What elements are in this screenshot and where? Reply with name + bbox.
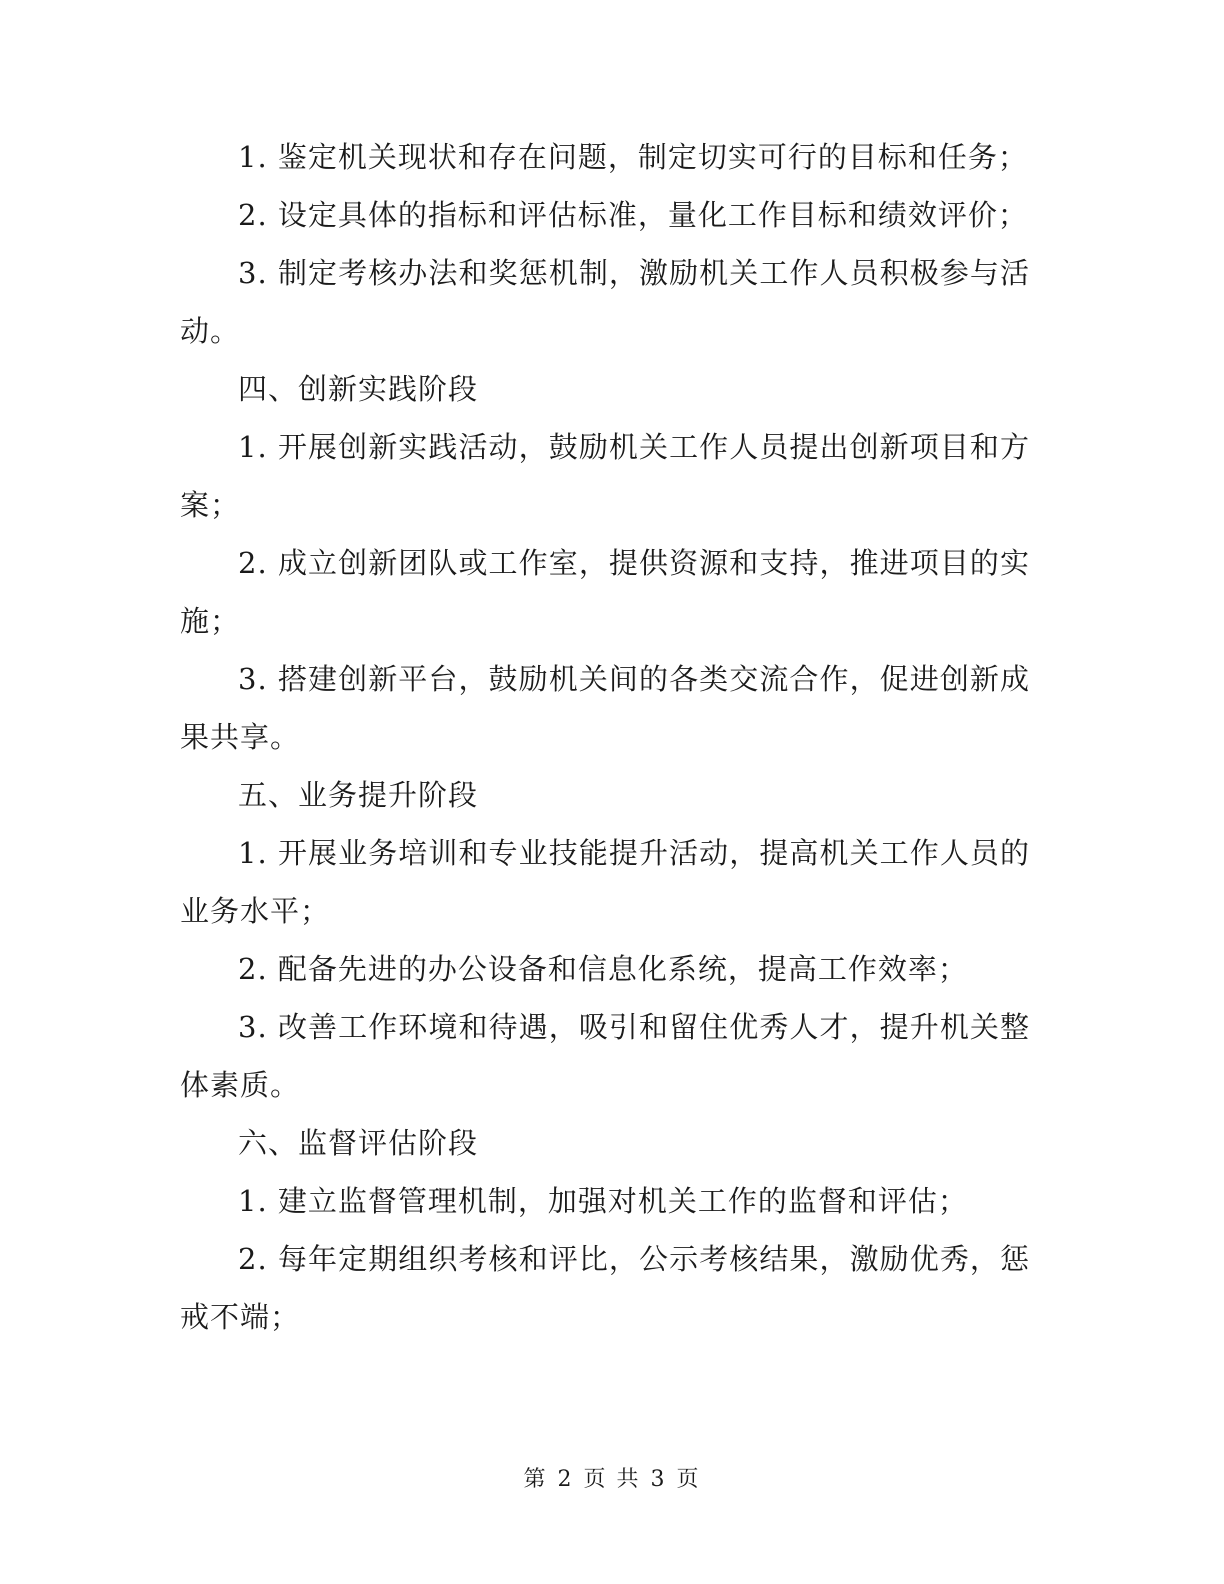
- list-item-6-1: 1. 建立监督管理机制，加强对机关工作的监督和评估；: [238, 1184, 968, 1218]
- list-item-5-1: 1. 开展业务培训和专业技能提升活动，提高机关工作人员的业务水平；: [180, 836, 1030, 928]
- footer-mid: 页 共: [583, 1467, 641, 1492]
- list-item-1: 1. 鉴定机关现状和存在问题，制定切实可行的目标和任务；: [238, 140, 1028, 174]
- footer-suffix: 页: [676, 1467, 701, 1492]
- list-item-5-2: 2. 配备先进的办公设备和信息化系统，提高工作效率；: [238, 952, 968, 986]
- footer-current-page: 2: [557, 1467, 574, 1492]
- list-item-5-3: 3. 改善工作环境和待遇，吸引和留住优秀人才，提升机关整体素质。: [180, 1010, 1030, 1102]
- list-item-6-2: 2. 每年定期组织考核和评比，公示考核结果，激励优秀，惩戒不端；: [180, 1242, 1030, 1334]
- section-heading-5: 五、业务提升阶段: [238, 778, 479, 812]
- list-item-2: 2. 设定具体的指标和评估标准，量化工作目标和绩效评价；: [238, 198, 1028, 232]
- list-item-3: 3. 制定考核办法和奖惩机制，激励机关工作人员积极参与活动。: [180, 256, 1030, 348]
- section-heading-4: 四、创新实践阶段: [238, 372, 479, 406]
- footer-prefix: 第: [523, 1467, 548, 1492]
- section-heading-6: 六、监督评估阶段: [238, 1126, 479, 1160]
- list-item-4-2: 2. 成立创新团队或工作室，提供资源和支持，推进项目的实施；: [180, 546, 1030, 638]
- list-item-4-1: 1. 开展创新实践活动，鼓励机关工作人员提出创新项目和方案；: [180, 430, 1030, 522]
- document-body: [180, 128, 1030, 1346]
- list-item-4-3: 3. 搭建创新平台，鼓励机关间的各类交流合作，促进创新成果共享。: [180, 662, 1030, 754]
- footer-total-pages: 3: [650, 1467, 667, 1492]
- page-footer: [0, 1462, 1224, 1493]
